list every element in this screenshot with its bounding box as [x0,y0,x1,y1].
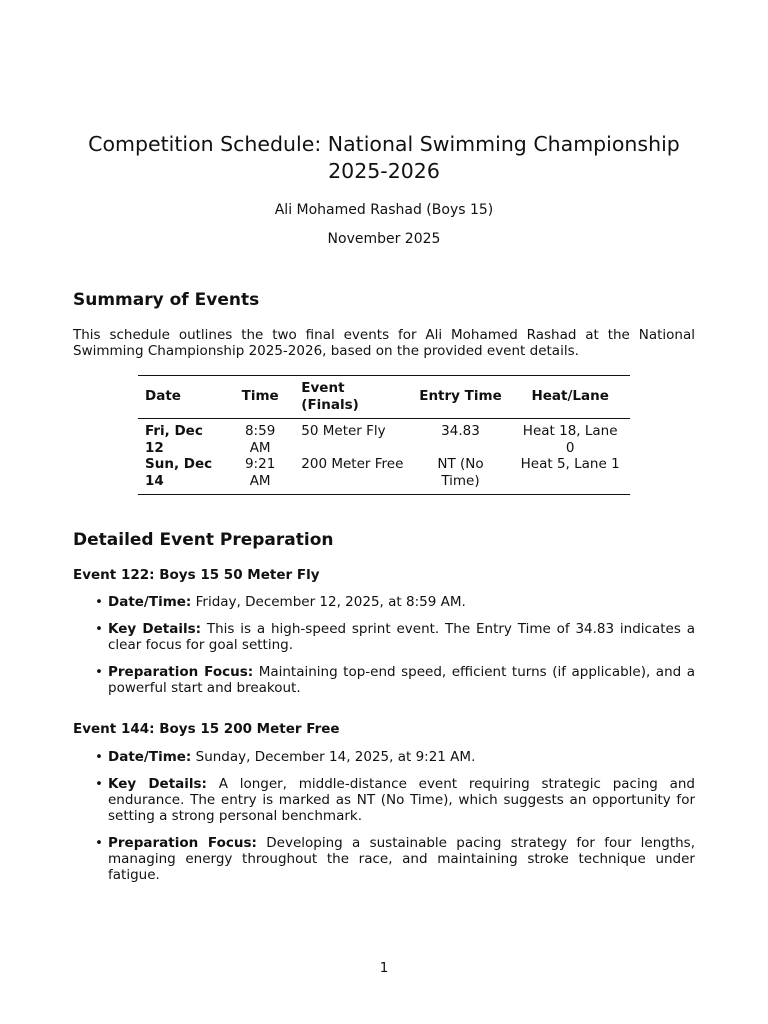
document-title [73,131,695,185]
title-line-2: 2025-2026 [328,159,440,183]
details-heading: Detailed Event Preparation [73,530,334,550]
col-header-event: Event (Finals) [294,376,410,419]
list-item: • Key Details: This is a high-speed sprint event. The Entry Time of 34.83 indicates a clear focus for goal setting. [95,621,695,653]
table-header-row [138,376,630,419]
list-item: • Key Details: A longer, middle-distance event requiring strategic pacing and endurance. The entry is marked as NT (No Time), which suggests an opportunity for setting a strong personal benchmark. [95,776,695,824]
item-text: Developing a sustainable pacing strategy for four lengths, managing energy throughout the race, and maintaining stroke technique under fatigue. [108,835,695,883]
item-text: Maintaining top-end speed, efficient turns (if applicable), and a powerful start and breakout. [108,664,696,696]
cell-event: 200 Meter Free [301,456,404,472]
item-text: A longer, middle-distance event requiring strategic pacing and endurance. The entry is marked as NT (No Time), which suggests an opportunity for setting a strong personal benchmark. [108,776,695,824]
list-item: • Preparation Focus: Maintaining top-end speed, efficient turns (if applicable), and a powerful start and breakout. [95,664,696,696]
item-label: Preparation Focus: [108,835,257,851]
event-144-list [73,749,695,894]
cell-entry-time: NT (No Time) [437,456,484,489]
event-144-heading: Event 144: Boys 15 200 Meter Free [73,721,340,737]
item-text: Sunday, December 14, 2025, at 9:21 AM. [195,749,476,765]
cell-date: Fri, Dec 12 [145,423,203,456]
item-text: Friday, December 12, 2025, at 8:59 AM. [195,594,466,610]
schedule-table [138,375,630,495]
item-label: Date/Time: [108,749,192,765]
cell-entry-time: 34.83 [441,423,480,439]
document-author: Ali Mohamed Rashad (Boys 15) [274,202,494,218]
title-line-1: Competition Schedule: National Swimming Championship [88,132,680,156]
cell-time: 9:21 AM [244,456,276,489]
summary-heading: Summary of Events [73,290,260,310]
col-header-time: Time [226,376,294,419]
document-date: November 2025 [327,231,441,247]
col-header-entry-time: Entry Time [411,376,511,419]
event-122-heading: Event 122: Boys 15 50 Meter Fly [73,567,320,583]
item-label: Preparation Focus: [108,664,254,680]
item-text: This is a high-speed sprint event. The Entry Time of 34.83 indicates a clear focus for goal setting. [108,621,695,653]
cell-time: 8:59 AM [244,423,276,456]
summary-intro: This schedule outlines the two final events for Ali Mohamed Rashad at the National Swimming Championship 2025-2026, based on the provided event details. [73,327,695,359]
event-122-list [73,594,695,707]
table-row [138,419,630,457]
item-label: Date/Time: [108,594,192,610]
cell-event: 50 Meter Fly [301,423,386,439]
col-header-heat-lane: Heat/Lane [510,376,630,419]
cell-date: Sun, Dec 14 [145,456,213,489]
list-item: • Date/Time: Sunday, December 14, 2025, at 9:21 AM. [95,749,476,765]
cell-heat-lane: Heat 18, Lane 0 [522,423,618,456]
page-number: 1 [379,960,389,976]
list-item: • Date/Time: Friday, December 12, 2025, at 8:59 AM. [95,594,466,610]
col-header-date: Date [138,376,226,419]
table-row [138,456,630,495]
list-item: • Preparation Focus: Developing a sustainable pacing strategy for four lengths, managing energy throughout the race, and maintaining stroke technique under fatigue. [95,835,695,883]
cell-heat-lane: Heat 5, Lane 1 [520,456,620,472]
item-label: Key Details: [108,621,202,637]
item-label: Key Details: [108,776,207,792]
